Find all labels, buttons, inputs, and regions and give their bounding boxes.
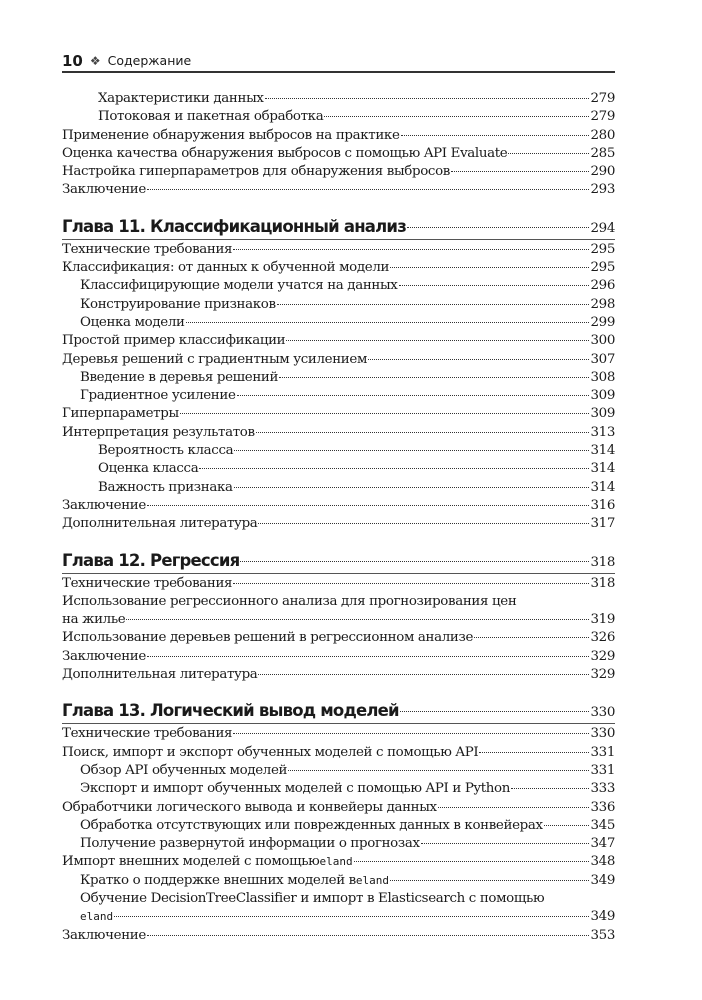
toc-entry-title: Важность признака <box>98 479 233 495</box>
toc-entry[interactable] <box>62 241 615 259</box>
toc-entry[interactable] <box>62 835 615 853</box>
toc-entry[interactable] <box>62 799 615 817</box>
dot-leader <box>474 637 589 638</box>
dot-leader <box>508 153 589 154</box>
toc-section <box>62 549 615 685</box>
toc-entry[interactable] <box>62 872 615 890</box>
dot-leader <box>147 189 590 190</box>
chapter-heading[interactable] <box>62 549 615 574</box>
dot-leader <box>258 674 589 675</box>
toc-entry[interactable] <box>62 853 615 871</box>
toc-entry-title: Получение развернутой информации о прогнозах <box>80 836 420 852</box>
running-header <box>62 50 615 73</box>
dot-leader <box>240 561 589 562</box>
toc-entry-page-number: 353 <box>590 927 615 943</box>
toc-entry[interactable] <box>62 515 615 533</box>
dot-leader <box>401 135 590 136</box>
toc-entry[interactable] <box>62 725 615 743</box>
dot-leader <box>288 770 589 771</box>
toc-entry-page-number: 309 <box>590 406 615 422</box>
dot-leader <box>400 711 590 712</box>
chapter-heading[interactable] <box>62 699 615 724</box>
dot-leader <box>180 413 590 414</box>
dot-leader <box>421 843 590 844</box>
toc-entry-page-number: 279 <box>590 109 615 125</box>
toc-entry-title-line: Использование регрессионного анализа для прогнозирования цен <box>62 593 517 609</box>
toc-entry-page-number: 348 <box>590 854 615 870</box>
chapter-page-number: 294 <box>590 220 615 236</box>
toc-entry-title: Настройка гиперпараметров для обнаружения выбросов <box>62 164 450 180</box>
toc-entry[interactable] <box>62 259 615 277</box>
chapter-heading[interactable] <box>62 215 615 240</box>
toc-entry-title: Поиск, импорт и экспорт обученных моделей с помощью API <box>62 744 479 760</box>
toc-entry-title: Вероятность класса <box>98 443 234 459</box>
toc-entry[interactable] <box>62 90 615 108</box>
toc-entry-title: Заключение <box>62 927 146 943</box>
dot-leader <box>233 249 589 250</box>
toc-entry-page-number: 330 <box>590 726 615 742</box>
toc-section <box>62 699 615 945</box>
dot-leader <box>265 98 590 99</box>
toc-entry-page-number: 298 <box>590 296 615 312</box>
toc-entry-page-number: 336 <box>590 799 615 815</box>
dot-leader <box>147 505 590 506</box>
toc-entry-page-number: 326 <box>590 630 615 646</box>
toc-entry-page-number: 329 <box>590 648 615 664</box>
toc-entry-page-number: 308 <box>590 369 615 385</box>
toc-entry-title: Обзор API обученных моделей <box>80 762 288 778</box>
dot-leader <box>233 583 589 584</box>
dot-leader <box>438 807 590 808</box>
toc-entry[interactable] <box>62 332 615 350</box>
toc-entry-page-number: 319 <box>590 612 615 628</box>
toc-entry-page-number: 280 <box>590 127 615 143</box>
dot-leader <box>390 267 589 268</box>
toc-entry-page-number: 285 <box>590 145 615 161</box>
toc-section <box>62 90 615 200</box>
toc-entry-title: Дополнительная литература <box>62 667 258 683</box>
ornament-icon: ❖ <box>89 53 101 68</box>
toc-entry[interactable] <box>62 666 615 684</box>
toc-entry-page-number: 314 <box>590 479 615 495</box>
toc-entry-page-number: 279 <box>590 91 615 106</box>
toc-entry-title: Введение в деревья решений <box>80 369 279 385</box>
toc-entry-title: Применение обнаружения выбросов на практике <box>62 127 400 143</box>
toc-entry-page-number: 331 <box>590 762 615 778</box>
chapter-page-number: 318 <box>590 554 615 570</box>
toc-entry[interactable] <box>62 442 615 460</box>
toc-entry-page-number: 313 <box>590 424 615 440</box>
toc-entry-page-number: 295 <box>590 260 615 276</box>
toc-entry-title: Заключение <box>62 182 146 198</box>
toc-entry-title: Гиперпараметры <box>62 406 179 422</box>
toc-entry-page-number: 293 <box>590 182 615 198</box>
dot-leader <box>237 395 590 396</box>
toc-entry[interactable] <box>62 369 615 387</box>
dot-leader <box>256 432 590 433</box>
dot-leader <box>258 523 589 524</box>
toc-entry[interactable] <box>62 460 615 478</box>
toc-entry-page-number: 300 <box>590 333 615 349</box>
toc-entry-page-number: 318 <box>590 575 615 591</box>
toc-entry-title: Градиентное усиление <box>80 388 236 404</box>
toc-entry-title: Технические требования <box>62 241 233 257</box>
toc-entry-title: Простой пример классификации <box>62 333 286 349</box>
toc-entry-title: Кратко о поддержке внешних моделей в <box>80 872 356 888</box>
toc-entry[interactable] <box>62 277 615 295</box>
dot-leader <box>354 861 590 862</box>
dot-leader <box>279 377 589 378</box>
toc-entry-page-number: 329 <box>590 667 615 683</box>
toc-entry-page-number: 345 <box>590 817 615 833</box>
toc-entry[interactable] <box>62 927 615 945</box>
dot-leader <box>479 752 589 753</box>
toc-entry-page-number: 290 <box>590 164 615 180</box>
toc-entry-page-number: 314 <box>590 443 615 459</box>
toc-entry-page-number: 307 <box>590 351 615 367</box>
toc-entry-title-line: Обучение DecisionTreeClassifier и импорт в Elasticsearch с помощью <box>80 890 545 906</box>
toc-entry-title: Классификация: от данных к обученной модели <box>62 260 390 276</box>
toc-entry[interactable] <box>62 296 615 314</box>
toc-entry-title: Конструирование признаков <box>80 296 276 312</box>
toc-entry[interactable] <box>62 648 615 666</box>
dot-leader <box>186 322 590 323</box>
toc-entry-title: Обработчики логического вывода и конвейеры данных <box>62 799 437 815</box>
toc-entry[interactable] <box>62 181 615 199</box>
toc-entry-page-number: 296 <box>590 278 615 294</box>
toc-entry-title: Интерпретация результатов <box>62 424 255 440</box>
chapter-title: Глава 13. Логический вывод моделей <box>62 701 399 721</box>
toc-entry[interactable] <box>62 424 615 442</box>
toc-entry-title: Экспорт и импорт обученных моделей с помощью API и Python <box>80 781 511 797</box>
toc-entry-title: Характеристики данных <box>98 91 264 106</box>
toc-entry-title: Технические требования <box>62 575 233 591</box>
toc-entry-title: Классифицирующие модели учатся на данных <box>80 278 398 294</box>
toc-entry-code: eland <box>355 873 389 887</box>
toc-entry[interactable] <box>62 351 615 369</box>
toc-entry-title: Использование деревьев решений в регрессионном анализе <box>62 630 474 646</box>
toc-entry-page-number: 316 <box>590 497 615 513</box>
dot-leader <box>126 619 589 620</box>
dot-leader <box>324 116 589 117</box>
dot-leader <box>199 468 589 469</box>
toc-entry-title: Оценка модели <box>80 314 185 330</box>
dot-leader <box>368 359 589 360</box>
toc-entry-page-number: 331 <box>590 744 615 760</box>
toc-entry[interactable] <box>62 127 615 145</box>
toc-entry-title: на жилье <box>62 612 126 628</box>
toc-section <box>62 215 615 534</box>
toc-entry-title: Заключение <box>62 648 146 664</box>
toc-entry[interactable] <box>62 163 615 181</box>
toc-entry-title: Оценка качества обнаружения выбросов с помощью API Evaluate <box>62 145 508 161</box>
toc-entry[interactable] <box>62 497 615 515</box>
dot-leader <box>399 285 590 286</box>
dot-leader <box>234 487 590 488</box>
chapter-page-number: 330 <box>590 705 615 721</box>
toc-entry-title: Оценка класса <box>98 461 199 477</box>
toc-entry[interactable] <box>62 575 615 593</box>
toc-entry[interactable] <box>62 744 615 762</box>
toc-entry[interactable] <box>62 762 615 780</box>
dot-leader <box>277 304 590 305</box>
toc-entry-page-number: 349 <box>590 872 615 888</box>
toc-entry-title: Технические требования <box>62 726 233 742</box>
chapter-title: Глава 12. Регрессия <box>62 550 240 570</box>
page-number: 10 <box>62 51 83 70</box>
dot-leader <box>511 788 589 789</box>
dot-leader <box>407 227 590 228</box>
toc-entry[interactable] <box>62 629 615 647</box>
chapter-title: Глава 11. Классификационный анализ <box>62 216 406 236</box>
toc-entry-title: Обработка отсутствующих или поврежденных данных в конвейерах <box>80 817 543 833</box>
toc-entry[interactable] <box>62 108 615 126</box>
dot-leader <box>390 880 589 881</box>
toc-entry-page-number: 314 <box>590 461 615 477</box>
toc-entry[interactable] <box>62 780 615 798</box>
toc-entry-code: eland <box>319 855 353 869</box>
toc-entry-title: Импорт внешних моделей с помощью <box>62 854 320 870</box>
toc-entry-title: Заключение <box>62 497 146 513</box>
dot-leader <box>114 916 589 917</box>
toc-entry[interactable] <box>62 817 615 835</box>
toc-entry-page-number: 299 <box>590 314 615 330</box>
running-title: Содержание <box>107 53 192 68</box>
dot-leader <box>544 825 590 826</box>
toc-entry-page-number: 333 <box>590 781 615 797</box>
toc-entry-page-number: 349 <box>590 909 615 925</box>
toc-entry-page-number: 295 <box>590 241 615 257</box>
toc-entry-title: Потоковая и пакетная обработка <box>98 109 324 125</box>
toc-entry-title: Деревья решений с градиентным усилением <box>62 351 368 367</box>
toc-entry[interactable] <box>62 387 615 405</box>
dot-leader <box>233 733 589 734</box>
toc-entry[interactable] <box>62 314 615 332</box>
toc-entry-page-number: 309 <box>590 388 615 404</box>
dot-leader <box>451 171 590 172</box>
toc-entry-code: eland <box>80 910 114 924</box>
dot-leader <box>234 450 589 451</box>
dot-leader <box>147 935 590 936</box>
dot-leader <box>147 656 590 657</box>
toc-entry[interactable] <box>62 611 615 629</box>
toc-entry-page-number: 347 <box>590 836 615 852</box>
toc-entry[interactable] <box>62 479 615 497</box>
toc-entry[interactable] <box>62 145 615 163</box>
toc-entry[interactable] <box>62 405 615 423</box>
toc-entry[interactable] <box>62 908 615 926</box>
dot-leader <box>286 340 589 341</box>
toc-entry-page-number: 317 <box>590 516 615 532</box>
toc-entry-title: Дополнительная литература <box>62 516 258 532</box>
table-of-contents <box>62 90 615 945</box>
